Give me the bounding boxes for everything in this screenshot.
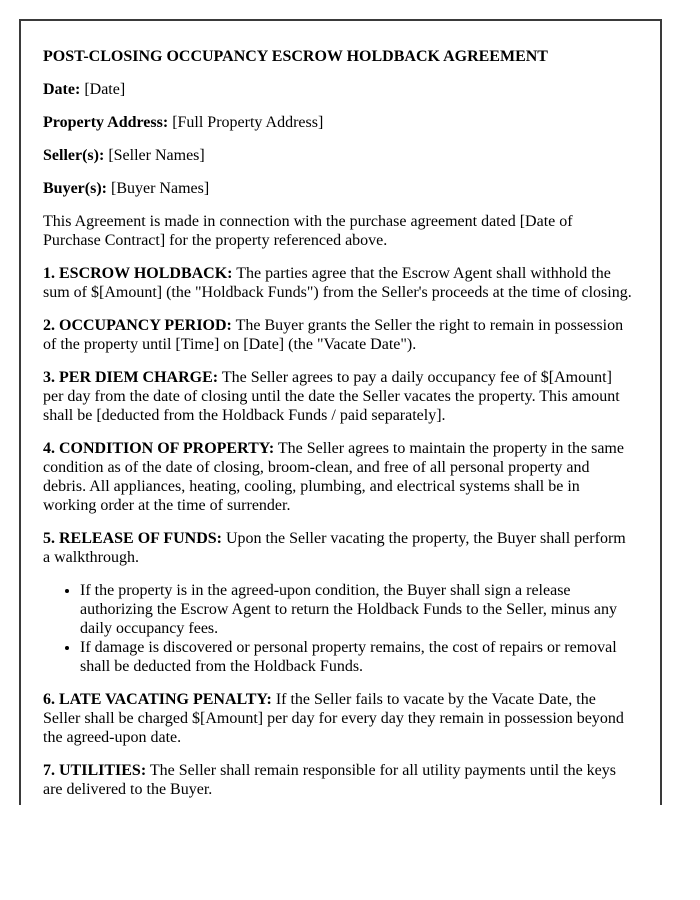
field-buyers-label: Buyer(s): [43, 180, 107, 197]
section-occupancy-period-body: The Buyer grants the Seller the right to remain in possession of the property until [Time] on [Date] (the "Vacate Date"). [43, 317, 624, 353]
section-condition-of-property-body: The Seller agrees to maintain the property in the same condition as of the date of closing, broom-clean, and free of all personal property and debris. All appliances, heating, cooling, plumbing, and electrical systems shall be in working order at the time of surrender. [43, 440, 624, 514]
section-escrow-holdback-body: The parties agree that the Escrow Agent shall withhold the sum of $[Amount] (the "Holdback Funds") from the Seller's proceeds at the time of closing. [43, 265, 632, 301]
section-condition-of-property [43, 439, 632, 515]
section-utilities-body: The Seller shall remain responsible for all utility payments until the keys are delivered to the Buyer. [43, 762, 616, 798]
section-late-vacating-penalty-heading: 6. LATE VACATING PENALTY: [43, 691, 272, 708]
section-per-diem-charge-body: The Seller agrees to pay a daily occupancy fee of $[Amount] per day from the date of closing until the date the Seller vacates the property. This amount shall be [deducted from the Holdback Funds / paid separately]. [43, 369, 620, 424]
field-date-value: [Date] [84, 81, 126, 98]
field-property-address [43, 113, 632, 132]
field-date [43, 80, 632, 99]
section-occupancy-period [43, 316, 632, 354]
field-sellers-label: Seller(s): [43, 147, 105, 164]
field-sellers [43, 146, 632, 165]
section-escrow-holdback-heading: 1. ESCROW HOLDBACK: [43, 265, 233, 282]
section-condition-of-property-heading: 4. CONDITION OF PROPERTY: [43, 440, 275, 457]
section-per-diem-charge-heading: 3. PER DIEM CHARGE: [43, 369, 219, 386]
release-of-funds-bullet-list [43, 581, 632, 676]
field-buyers [43, 179, 632, 198]
section-per-diem-charge [43, 368, 632, 425]
section-escrow-holdback [43, 264, 632, 302]
list-item: • If damage is discovered or personal property remains, the cost of repairs or removal shall be deducted from the Holdback Funds. [80, 638, 632, 676]
field-sellers-value: [Seller Names] [108, 147, 205, 164]
section-release-of-funds-body: Upon the Seller vacating the property, the Buyer shall perform a walkthrough. [43, 530, 626, 566]
field-buyers-value: [Buyer Names] [110, 180, 210, 197]
intro-paragraph: This Agreement is made in connection with the purchase agreement dated [Date of Purchase Contract] for the property referenced above. [43, 213, 573, 249]
section-release-of-funds-heading: 5. RELEASE OF FUNDS: [43, 530, 222, 547]
section-occupancy-period-heading: 2. OCCUPANCY PERIOD: [43, 317, 232, 334]
section-late-vacating-penalty [43, 690, 632, 747]
field-date-label: Date: [43, 81, 81, 98]
document-page [19, 19, 662, 805]
list-item: • If the property is in the agreed-upon condition, the Buyer shall sign a release authorizing the Escrow Agent to return the Holdback Funds to the Seller, minus any daily occupancy fees. [80, 581, 632, 638]
section-utilities [43, 761, 632, 799]
document-title: POST-CLOSING OCCUPANCY ESCROW HOLDBACK AGREEMENT [43, 48, 548, 65]
section-utilities-heading: 7. UTILITIES: [43, 762, 147, 779]
section-late-vacating-penalty-body: If the Seller fails to vacate by the Vacate Date, the Seller shall be charged $[Amount] per day for every day they remain in possession beyond the agreed-upon date. [43, 691, 624, 746]
field-property-address-label: Property Address: [43, 114, 169, 131]
field-property-address-value: [Full Property Address] [172, 114, 324, 131]
section-release-of-funds [43, 529, 632, 567]
